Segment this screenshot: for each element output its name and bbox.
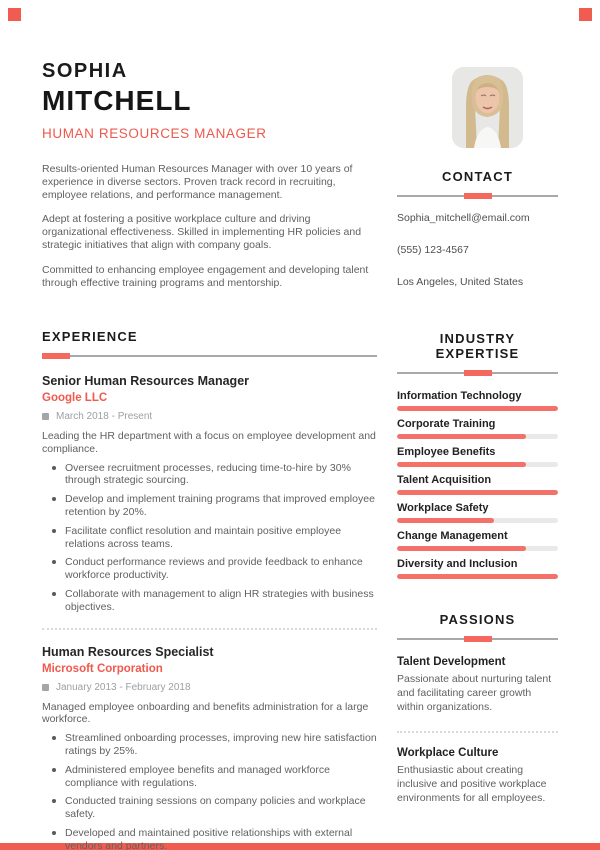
- job-lead: Leading the HR department with a focus on employee development and compliance.: [42, 430, 376, 455]
- skill-row: [397, 418, 558, 439]
- skill-bar-fill: [397, 434, 526, 439]
- skill-name: Talent Acquisition: [397, 474, 492, 486]
- job-bullet: Develop and implement training programs that improved employee retention by 20%.: [42, 493, 377, 519]
- job-bullets: [42, 462, 377, 614]
- skill-row: [397, 558, 558, 579]
- job-dates-label: January 2013 - February 2018: [56, 681, 191, 693]
- job-lead: Managed employee onboarding and benefits administration for a large workforce.: [42, 700, 369, 726]
- header: [42, 60, 267, 141]
- section-divider: [397, 636, 558, 642]
- summary: [42, 163, 374, 301]
- skill-bar-fill: [397, 406, 558, 411]
- job-entry: [42, 374, 377, 614]
- passion-name: Workplace Culture: [397, 746, 499, 759]
- calendar-icon: [42, 684, 49, 691]
- skill-bar-fill: [397, 518, 494, 523]
- skill-name: Workplace Safety: [397, 502, 489, 514]
- experience-heading: EXPERIENCE: [42, 329, 138, 344]
- skill-bar: [397, 546, 558, 551]
- skill-row: [397, 446, 558, 467]
- job-separator: [42, 628, 377, 630]
- job-dates: [42, 682, 377, 693]
- skill-bar-fill: [397, 574, 558, 579]
- skill-bar: [397, 490, 558, 495]
- profile-photo: [452, 67, 523, 148]
- job-bullet: Facilitate conflict resolution and maintain positive employee relations across teams.: [42, 525, 377, 551]
- skill-bar-fill: [397, 462, 526, 467]
- experience-section: [42, 329, 377, 850]
- section-divider: [397, 370, 558, 376]
- job-bullet: Oversee recruitment processes, reducing time-to-hire by 30% through strategic sourcing.: [42, 462, 377, 488]
- skill-row: [397, 390, 558, 411]
- passion-name: Talent Development: [397, 656, 506, 668]
- contact-list: [397, 212, 558, 288]
- contact-phone: (555) 123-4567: [397, 244, 469, 256]
- skill-name: Diversity and Inclusion: [397, 558, 518, 570]
- passion-description: Enthusiastic about creating inclusive and positive workplace environments for all employees.: [397, 763, 547, 804]
- section-divider: [397, 193, 558, 199]
- job-company: Google LLC: [42, 392, 108, 404]
- skills-list: [397, 390, 558, 579]
- skill-bar-fill: [397, 546, 526, 551]
- corner-accent-left: [8, 8, 21, 21]
- job-company: Microsoft Corporation: [42, 662, 163, 675]
- corner-accent-right: [579, 8, 592, 21]
- job-position: Senior Human Resources Manager: [42, 374, 250, 388]
- summary-paragraph: Adept at fostering a positive workplace culture and driving organizational effectiveness. Skilled in implementing HR policies and strategic initiatives that align with company goals.: [42, 213, 362, 251]
- summary-paragraph: Results-oriented Human Resources Manager with over 10 years of experience in diverse sectors. Proven track record in recruiting, employee relations, and performance management.: [42, 163, 353, 201]
- job-bullets: [42, 732, 377, 850]
- skill-bar: [397, 574, 558, 579]
- skill-bar-fill: [397, 490, 558, 495]
- skill-bar: [397, 406, 558, 411]
- contact-location: Los Angeles, United States: [397, 276, 524, 288]
- skill-name: Corporate Training: [397, 418, 496, 430]
- passions-heading: PASSIONS: [439, 612, 516, 627]
- skill-row: [397, 502, 558, 523]
- first-name: SOPHIA: [42, 60, 128, 82]
- job-position: Human Resources Specialist: [42, 644, 214, 659]
- passion-description: Passionate about nurturing talent and facilitating career growth within organizations.: [397, 673, 552, 713]
- industry-expertise-section: [397, 331, 558, 586]
- contact-email: Sophia_mitchell@email.com: [397, 212, 530, 224]
- skill-row: [397, 530, 558, 551]
- calendar-icon: [42, 413, 49, 420]
- contact-heading: CONTACT: [442, 169, 513, 184]
- job-title: HUMAN RESOURCES MANAGER: [42, 126, 267, 141]
- avatar-illustration: [452, 67, 523, 148]
- skill-name: Change Management: [397, 530, 508, 542]
- skill-row: [397, 474, 558, 495]
- job-bullet: Administered employee benefits and managed workforce compliance with regulations.: [42, 764, 377, 790]
- passion-item: [397, 747, 558, 806]
- skill-name: Employee Benefits: [397, 446, 496, 458]
- job-bullet: Streamlined onboarding processes, improving new hire satisfaction ratings by 25%.: [42, 732, 377, 758]
- job-bullet: Collaborate with management to align HR strategies with business objectives.: [42, 588, 377, 614]
- skill-bar: [397, 462, 558, 467]
- passion-separator: [397, 731, 558, 733]
- industry-expertise-heading: INDUSTRY EXPERTISE: [435, 331, 520, 361]
- job-dates-label: March 2018 - Present: [56, 411, 153, 422]
- skill-bar: [397, 434, 558, 439]
- job-dates: [42, 411, 377, 422]
- passions-section: [397, 612, 558, 806]
- skill-name: Information Technology: [397, 390, 522, 402]
- last-name: MITCHELL: [42, 85, 192, 116]
- contact-section: [397, 169, 558, 308]
- job-entry: [42, 645, 377, 850]
- job-bullet: Conducted training sessions on company policies and workplace safety.: [42, 795, 377, 821]
- section-divider: [42, 353, 377, 359]
- job-bullet: Developed and maintained positive relationships with external vendors and partners.: [42, 827, 377, 850]
- summary-paragraph: Committed to enhancing employee engagement and developing talent through effective training programs and mentorship.: [42, 263, 369, 289]
- skill-bar: [397, 518, 558, 523]
- passion-item: [397, 656, 558, 715]
- job-bullet: Conduct performance reviews and provide feedback to enhance workforce productivity.: [42, 556, 377, 582]
